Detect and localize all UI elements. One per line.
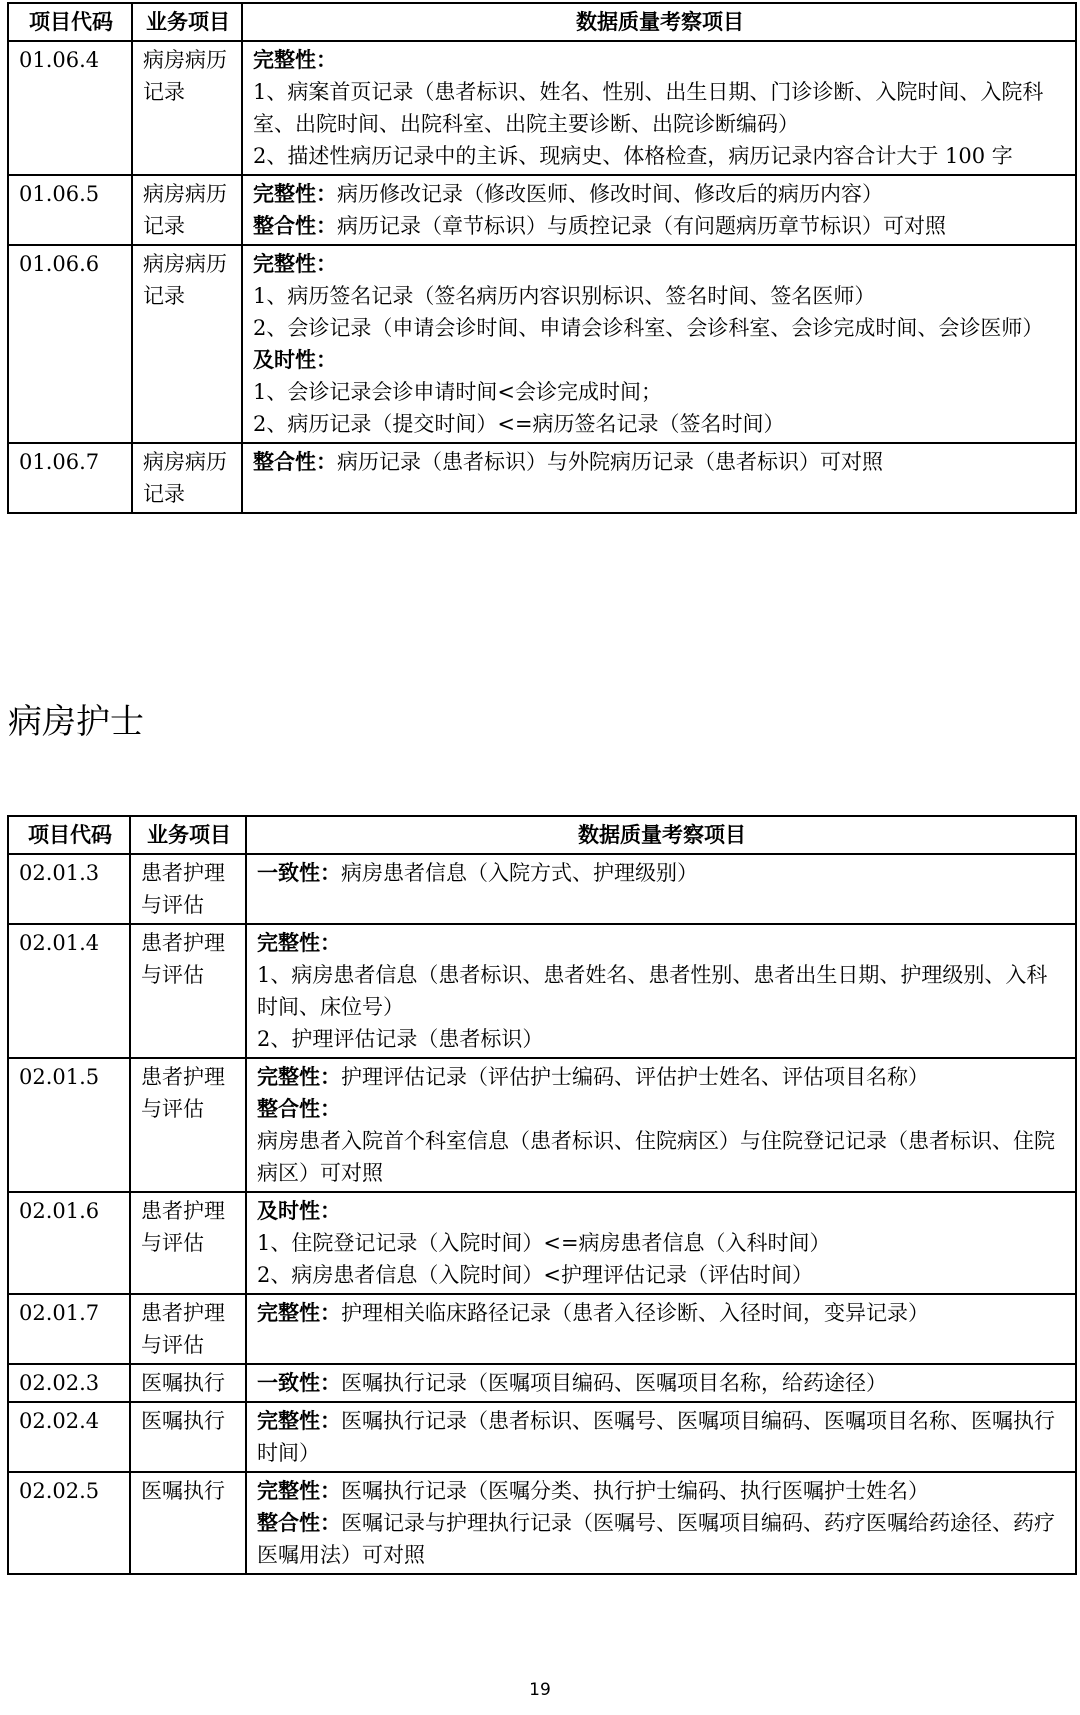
cell-code: 01.06.4 [8, 41, 132, 175]
cell-code: 01.06.6 [8, 245, 132, 443]
quality-item-text: 2、护理评估记录（患者标识） [257, 1027, 544, 1051]
quality-table-ward-records [7, 2, 1077, 514]
cell-code: 02.02.5 [8, 1472, 130, 1574]
cell-quality-items [246, 1294, 1076, 1364]
quality-item-text: 2、病房患者信息（入院时间）<护理评估记录（评估时间） [257, 1263, 813, 1287]
quality-dimension-label: 整合性： [253, 449, 337, 474]
quality-item [253, 446, 1067, 478]
cell-business: 患者护理与评估 [130, 924, 246, 1058]
quality-item [253, 178, 1067, 210]
cell-code: 01.06.7 [8, 443, 132, 513]
quality-item-text: 1、病房患者信息（患者标识、患者姓名、患者性别、患者出生日期、护理级别、入科时间、床位号） [257, 963, 1048, 1019]
quality-dimension-label: 完整性： [257, 1064, 341, 1089]
section-title: 病房护士 [8, 702, 144, 742]
quality-item [253, 248, 1067, 280]
quality-dimension-label: 完整性： [253, 251, 337, 276]
quality-dimension-label: 完整性： [253, 47, 337, 72]
table-row [8, 245, 1076, 443]
cell-business: 患者护理与评估 [130, 854, 246, 924]
quality-item [253, 44, 1067, 76]
header-code: 项目代码 [8, 3, 132, 41]
quality-item-text: 2、病历记录（提交时间）<=病历签名记录（签名时间） [253, 412, 785, 436]
header-quality-items: 数据质量考察项目 [242, 3, 1076, 41]
cell-business: 患者护理与评估 [130, 1294, 246, 1364]
header-business: 业务项目 [130, 816, 246, 854]
quality-item [257, 927, 1067, 959]
quality-dimension-label: 完整性： [257, 930, 341, 955]
header-code: 项目代码 [8, 816, 130, 854]
quality-item-text: 医嘱执行记录（医嘱项目编码、医嘱项目名称，给药途径） [341, 1371, 887, 1395]
cell-quality-items [242, 245, 1076, 443]
table-row [8, 924, 1076, 1058]
table-row [8, 1192, 1076, 1294]
cell-quality-items [246, 1058, 1076, 1192]
header-quality-items: 数据质量考察项目 [246, 816, 1076, 854]
cell-quality-items [246, 924, 1076, 1058]
cell-quality-items [242, 175, 1076, 245]
table-header-row [8, 816, 1076, 854]
cell-code: 02.01.5 [8, 1058, 130, 1192]
quality-dimension-label: 完整性： [257, 1408, 341, 1433]
cell-business: 医嘱执行 [130, 1364, 246, 1402]
quality-item-text: 医嘱执行记录（医嘱分类、执行护士编码、执行医嘱护士姓名） [341, 1479, 929, 1503]
quality-item [253, 76, 1067, 140]
quality-dimension-label: 完整性： [257, 1478, 341, 1503]
quality-dimension-label: 及时性： [253, 347, 337, 372]
cell-quality-items [242, 41, 1076, 175]
quality-dimension-label: 整合性： [257, 1096, 341, 1121]
table-row [8, 443, 1076, 513]
quality-dimension-label: 完整性： [257, 1300, 341, 1325]
quality-item [253, 280, 1067, 312]
cell-quality-items [246, 1192, 1076, 1294]
quality-table-ward-nurse [7, 815, 1077, 1575]
quality-item-text: 2、描述性病历记录中的主诉、现病史、体格检查，病历记录内容合计大于 100 字 [253, 144, 1013, 168]
quality-item [257, 1405, 1067, 1469]
table-row [8, 41, 1076, 175]
quality-item-text: 医嘱执行记录（患者标识、医嘱号、医嘱项目编码、医嘱项目名称、医嘱执行时间） [257, 1409, 1055, 1465]
quality-item-text: 1、住院登记记录（入院时间）<=病房患者信息（入科时间） [257, 1231, 831, 1255]
quality-item-text: 2、会诊记录（申请会诊时间、申请会诊科室、会诊科室、会诊完成时间、会诊医师） [253, 316, 1044, 340]
table-header-row [8, 3, 1076, 41]
cell-code: 02.02.3 [8, 1364, 130, 1402]
cell-business: 病房病历记录 [132, 245, 242, 443]
quality-item-text: 护理评估记录（评估护士编码、评估护士姓名、评估项目名称） [341, 1065, 929, 1089]
table-row [8, 1058, 1076, 1192]
header-business: 业务项目 [132, 3, 242, 41]
table-body [8, 41, 1076, 513]
quality-item-text: 1、病案首页记录（患者标识、姓名、性别、出生日期、门诊诊断、入院时间、入院科室、出院时间、出院科室、出院主要诊断、出院诊断编码） [253, 80, 1044, 136]
quality-item [253, 312, 1067, 344]
cell-code: 02.01.4 [8, 924, 130, 1058]
cell-code: 02.01.3 [8, 854, 130, 924]
quality-item [257, 1227, 1067, 1259]
quality-item-text: 病房患者入院首个科室信息（患者标识、住院病区）与住院登记记录（患者标识、住院病区）可对照 [257, 1129, 1055, 1185]
quality-item-text: 病房患者信息（入院方式、护理级别） [341, 861, 698, 885]
cell-business: 患者护理与评估 [130, 1192, 246, 1294]
quality-item-text: 病历记录（章节标识）与质控记录（有问题病历章节标识）可对照 [337, 214, 946, 238]
quality-item [257, 857, 1067, 889]
quality-item-text: 医嘱记录与护理执行记录（医嘱号、医嘱项目编码、药疗医嘱给药途径、药疗医嘱用法）可对照 [257, 1511, 1055, 1567]
cell-quality-items [242, 443, 1076, 513]
quality-item [253, 210, 1067, 242]
quality-item-text: 1、会诊记录会诊申请时间<会诊完成时间； [253, 380, 662, 404]
quality-item [257, 1195, 1067, 1227]
page-number: 19 [529, 1680, 551, 1700]
quality-item [257, 1125, 1067, 1189]
quality-item [257, 1061, 1067, 1093]
table-row [8, 1364, 1076, 1402]
quality-item [257, 1475, 1067, 1507]
quality-item [253, 408, 1067, 440]
cell-quality-items [246, 1472, 1076, 1574]
quality-dimension-label: 一致性： [257, 860, 341, 885]
quality-item-text: 护理相关临床路径记录（患者入径诊断、入径时间，变异记录） [341, 1301, 929, 1325]
quality-item [257, 1093, 1067, 1125]
cell-quality-items [246, 1402, 1076, 1472]
quality-item [253, 376, 1067, 408]
table-row [8, 854, 1076, 924]
cell-business: 病房病历记录 [132, 443, 242, 513]
quality-item [253, 140, 1067, 172]
quality-item [257, 1507, 1067, 1571]
quality-dimension-label: 整合性： [257, 1510, 341, 1535]
cell-quality-items [246, 1364, 1076, 1402]
quality-dimension-label: 及时性： [257, 1198, 341, 1223]
quality-item [253, 344, 1067, 376]
quality-item [257, 1297, 1067, 1329]
quality-item-text: 病历记录（患者标识）与外院病历记录（患者标识）可对照 [337, 450, 883, 474]
table-row [8, 1402, 1076, 1472]
cell-business: 患者护理与评估 [130, 1058, 246, 1192]
cell-business: 病房病历记录 [132, 41, 242, 175]
quality-item [257, 1023, 1067, 1055]
cell-code: 02.01.6 [8, 1192, 130, 1294]
quality-item [257, 1259, 1067, 1291]
quality-dimension-label: 整合性： [253, 213, 337, 238]
quality-item-text: 1、病历签名记录（签名病历内容识别标识、签名时间、签名医师） [253, 284, 876, 308]
cell-business: 医嘱执行 [130, 1402, 246, 1472]
quality-item [257, 1367, 1067, 1399]
cell-quality-items [246, 854, 1076, 924]
cell-code: 02.02.4 [8, 1402, 130, 1472]
cell-business: 医嘱执行 [130, 1472, 246, 1574]
table-body [8, 854, 1076, 1574]
quality-dimension-label: 完整性： [253, 181, 337, 206]
table-row [8, 1472, 1076, 1574]
quality-dimension-label: 一致性： [257, 1370, 341, 1395]
cell-code: 01.06.5 [8, 175, 132, 245]
cell-code: 02.01.7 [8, 1294, 130, 1364]
quality-item-text: 病历修改记录（修改医师、修改时间、修改后的病历内容） [337, 182, 883, 206]
table-row [8, 175, 1076, 245]
table-row [8, 1294, 1076, 1364]
cell-business: 病房病历记录 [132, 175, 242, 245]
quality-item [257, 959, 1067, 1023]
